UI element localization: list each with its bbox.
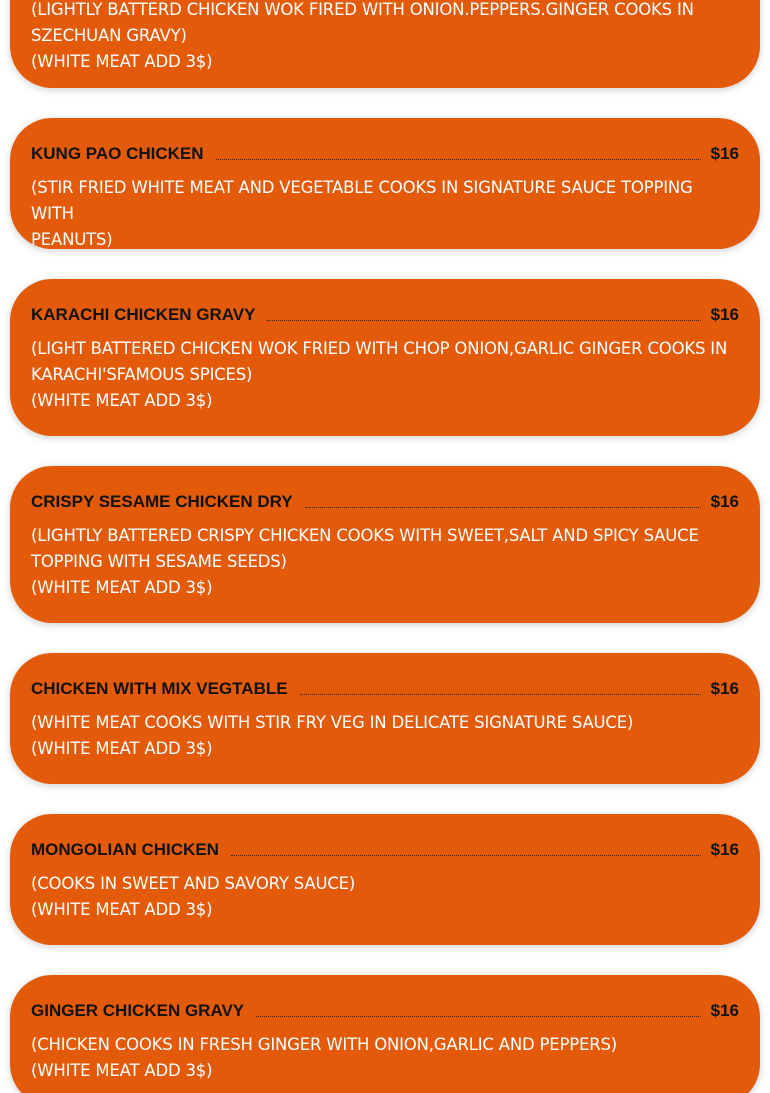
item-description [31, 871, 739, 923]
item-header [31, 836, 739, 860]
description-line: (CHICKEN COOKS IN FRESH GINGER WITH ONION,GARLIC AND PEPPERS) [31, 1035, 617, 1054]
item-description [31, 175, 739, 249]
description-line: (WHITE MEAT ADD 3$) [31, 52, 213, 71]
menu-item-card[interactable] [10, 814, 760, 945]
item-price: $16 [710, 305, 739, 324]
item-description [31, 336, 739, 414]
item-price: $16 [710, 144, 739, 163]
menu-item-card[interactable] [10, 653, 760, 784]
item-price: $16 [710, 840, 739, 859]
description-line: (LIGHT BATTERED CHICKEN WOK FRIED WITH CHOP ONION,GARLIC GINGER COOKS IN [31, 339, 728, 358]
description-line: SZECHUAN GRAVY) [31, 26, 187, 45]
item-header [31, 675, 739, 699]
item-name: GINGER CHICKEN GRAVY [31, 1001, 245, 1020]
description-line: (STIR FRIED WHITE MEAT AND VEGETABLE COOKS IN SIGNATURE SAUCE TOPPING WITH [31, 178, 693, 223]
item-name: CHICKEN WITH MIX VEGTABLE [31, 679, 288, 698]
dotted-leader [256, 1015, 700, 1017]
item-name: MONGOLIAN CHICKEN [31, 840, 219, 859]
description-line: (WHITE MEAT ADD 3$) [31, 739, 213, 758]
item-price: $16 [710, 492, 739, 511]
menu-item-card[interactable] [10, 118, 760, 249]
item-header [31, 997, 739, 1021]
item-description [31, 1032, 739, 1084]
description-line: TOPPING WITH SESAME SEEDS) [31, 552, 287, 571]
description-line: PEANUTS) [31, 230, 113, 249]
description-line: (LIGHTLY BATTERD CHICKEN WOK FIRED WITH ONION.PEPPERS.GINGER COOKS IN [31, 0, 694, 19]
menu-item-card[interactable] [10, 975, 760, 1093]
description-line: (COOKS IN SWEET AND SAVORY SAUCE) [31, 874, 356, 893]
item-description [31, 710, 739, 762]
dotted-leader [216, 158, 701, 160]
item-name: CRISPY SESAME CHICKEN DRY [31, 492, 293, 511]
dotted-leader [231, 854, 701, 856]
item-name: KARACHI CHICKEN GRAVY [31, 305, 256, 324]
description-line: (WHITE MEAT ADD 3$) [31, 578, 213, 597]
menu-item-card[interactable] [10, 466, 760, 623]
item-header [31, 301, 739, 325]
description-line: (WHITE MEAT ADD 3$) [31, 1061, 213, 1080]
dotted-leader [305, 506, 701, 508]
description-line: (WHITE MEAT ADD 3$) [31, 391, 213, 410]
dotted-leader [300, 693, 701, 695]
item-name: KUNG PAO CHICKEN [31, 144, 204, 163]
item-header [31, 140, 739, 164]
description-line: KARACHI'SFAMOUS SPICES) [31, 365, 253, 384]
description-line: (WHITE MEAT ADD 3$) [31, 900, 213, 919]
item-description [31, 523, 739, 601]
item-price: $16 [710, 679, 739, 698]
item-price: $16 [710, 1001, 739, 1020]
description-line: (WHITE MEAT COOKS WITH STIR FRY VEG IN DELICATE SIGNATURE SAUCE) [31, 713, 634, 732]
dotted-leader [267, 319, 700, 321]
item-header [31, 488, 739, 512]
item-description [31, 0, 739, 75]
description-line: (LIGHTLY BATTERED CRISPY CHICKEN COOKS WITH SWEET,SALT AND SPICY SAUCE [31, 526, 699, 545]
menu-item-card[interactable] [10, 279, 760, 436]
menu-item-card-partial [10, 0, 760, 88]
